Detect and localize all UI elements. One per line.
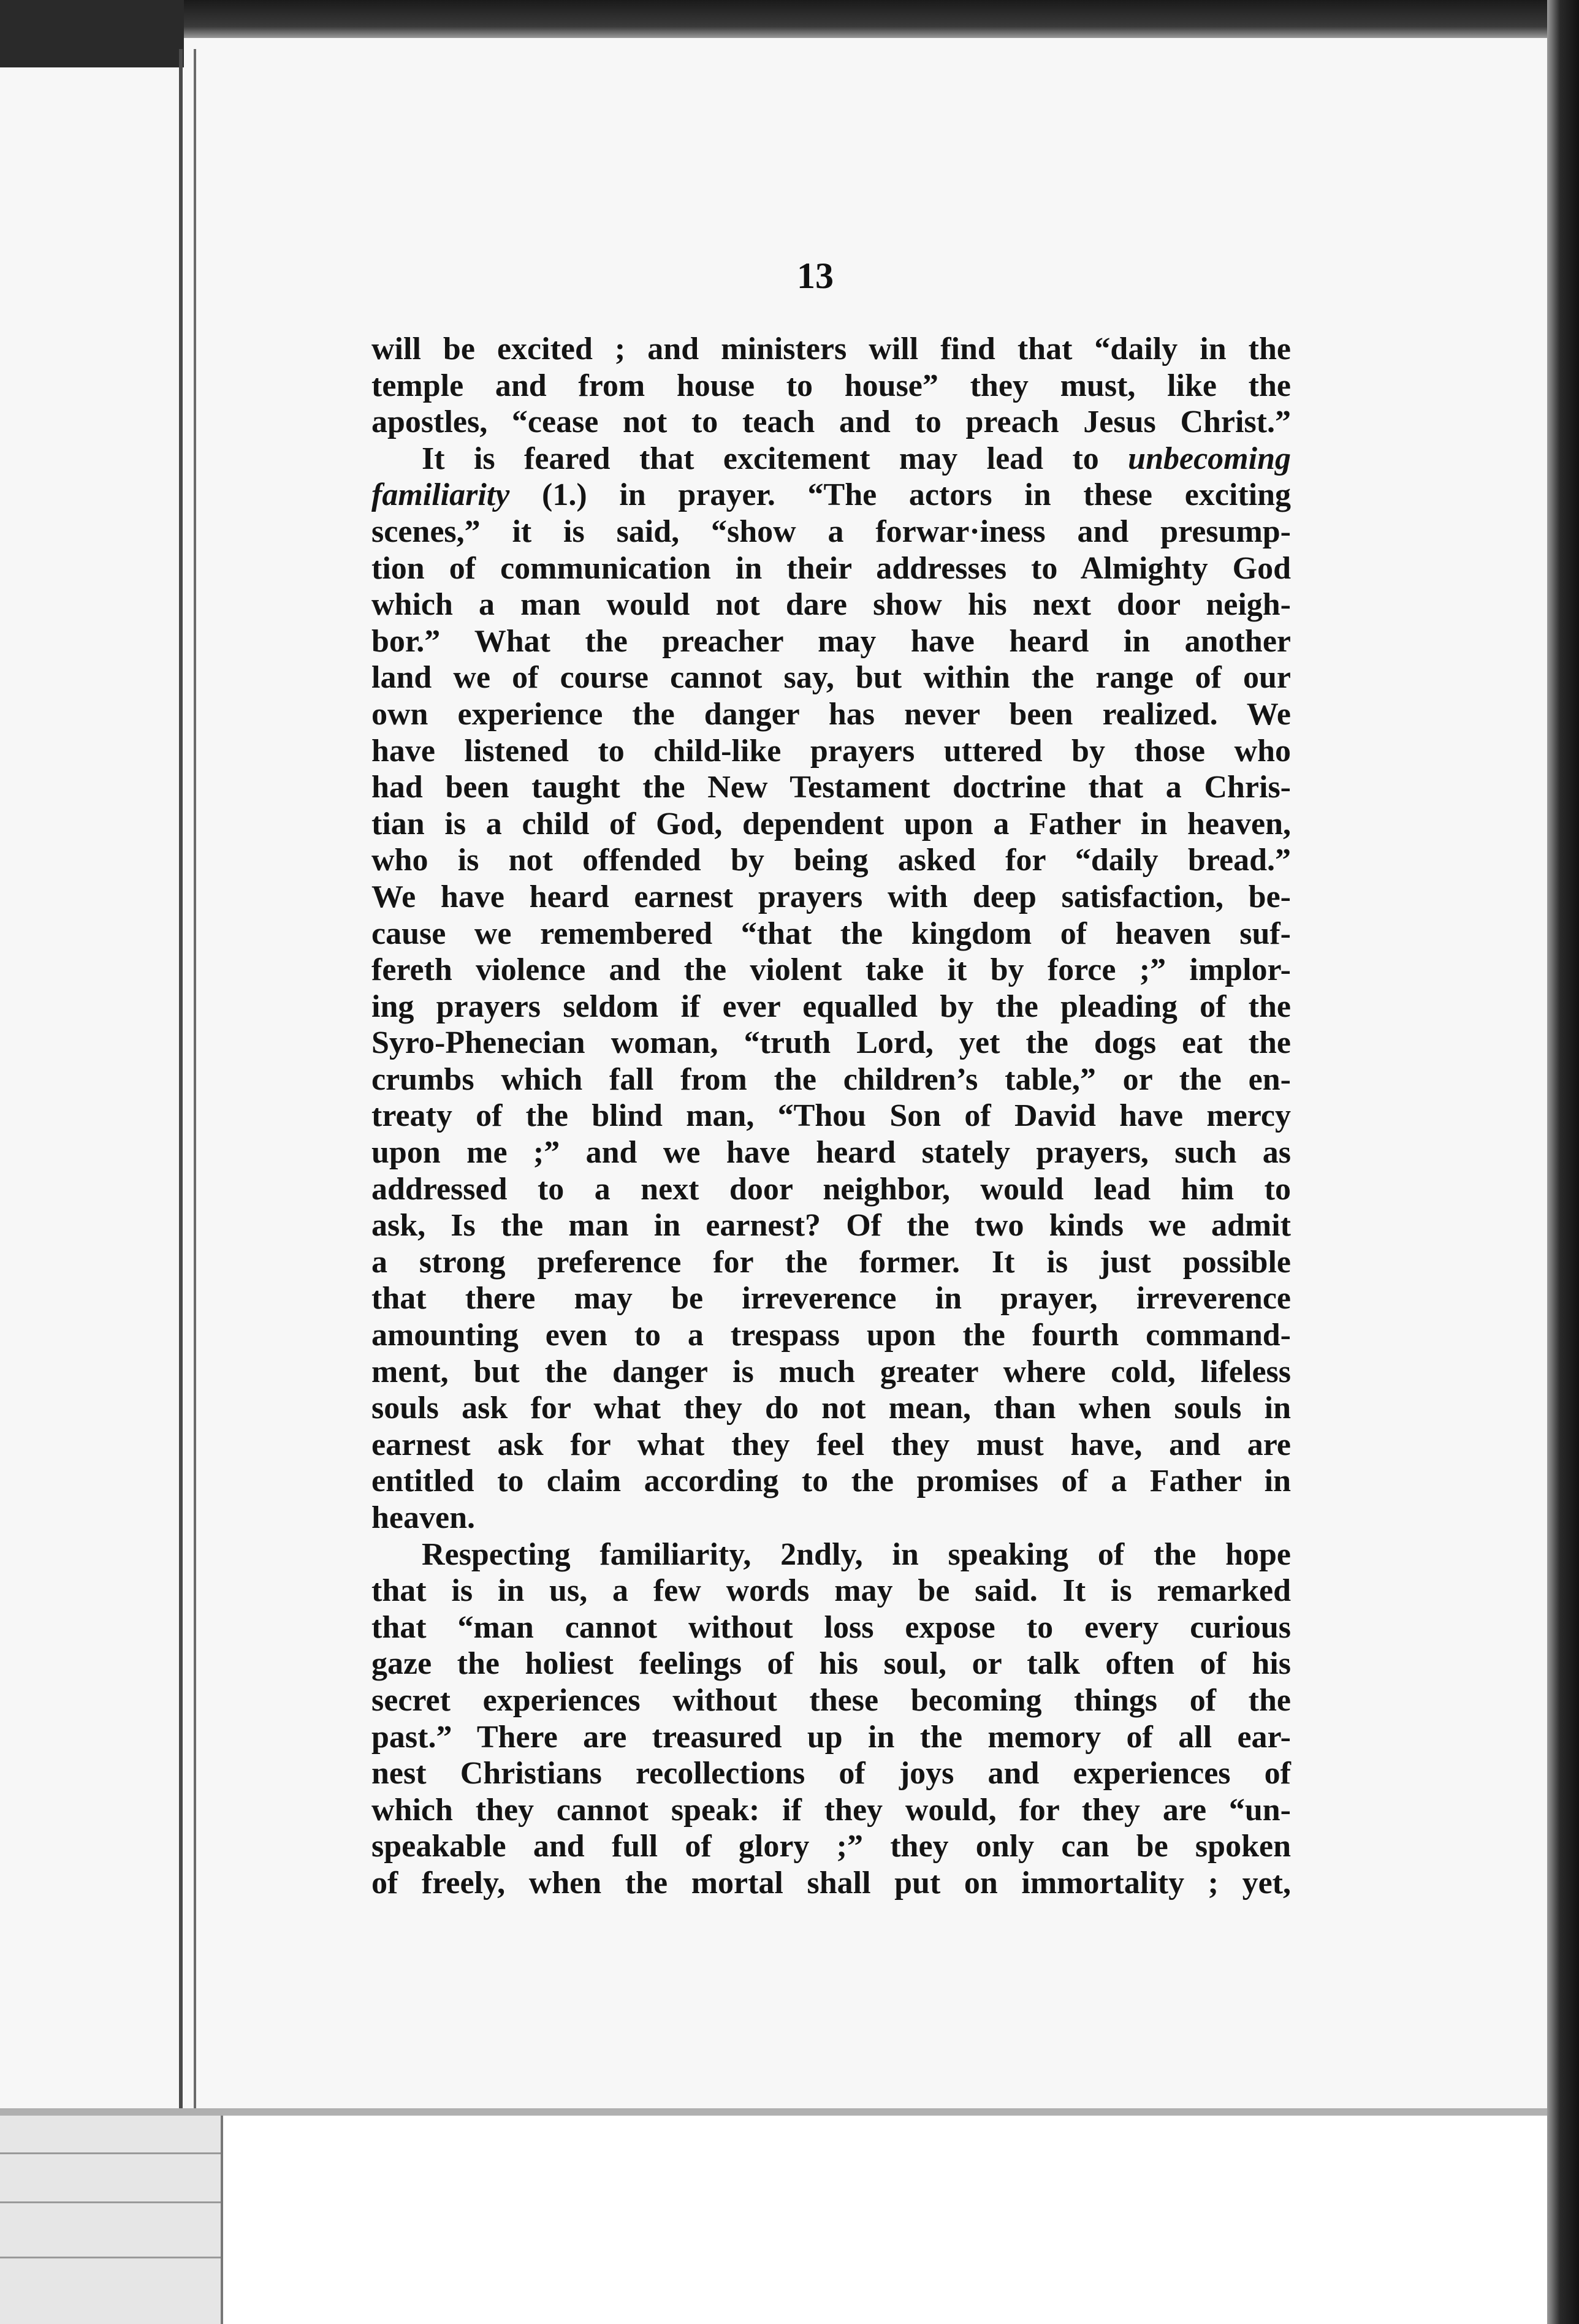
text-line: that is in us, a few words may be said. It is remarked bbox=[371, 1573, 1291, 1609]
text-line: secret experiences without these becoming things of the bbox=[371, 1682, 1291, 1718]
text-line: amounting even to a trespass upon the fourth command- bbox=[371, 1318, 1291, 1353]
text-line: which a man would not dare show his next door neigh- bbox=[371, 587, 1291, 623]
fragment-line bbox=[0, 2257, 221, 2258]
text-line: ask, Is the man in earnest? Of the two kinds we admit bbox=[371, 1208, 1291, 1244]
text-line: temple and from house to house” they must, like the bbox=[371, 368, 1291, 403]
text-line: bor.” What the preacher may have heard in another bbox=[371, 623, 1291, 659]
binding-line bbox=[194, 49, 196, 2133]
text-line: that “man cannot without loss expose to every curious bbox=[371, 1609, 1291, 1645]
page-bottom-edge bbox=[0, 2108, 1547, 2116]
text-line: who is not offended by being asked for “daily bread.” bbox=[371, 843, 1291, 878]
text-line: It is feared that excitement may lead to unbecoming bbox=[422, 441, 1291, 476]
text-line: familiarity (1.) in prayer. “The actors in these exciting bbox=[371, 477, 1291, 513]
text-line: a strong preference for the former. It is just possible bbox=[371, 1244, 1291, 1280]
text-line: apostles, “cease not to teach and to preach Jesus Christ.” bbox=[371, 404, 1291, 440]
binding-line bbox=[179, 49, 183, 2133]
text-line: Syro-Phenecian woman, “truth Lord, yet the dogs eat the bbox=[371, 1025, 1291, 1061]
text-line: ment, but the danger is much greater where cold, lifeless bbox=[371, 1354, 1291, 1389]
text-line: We have heard earnest prayers with deep satisfaction, be- bbox=[371, 879, 1291, 914]
text-line: gaze the holiest feelings of his soul, or talk often of his bbox=[371, 1646, 1291, 1682]
scan-top-left-edge bbox=[0, 0, 184, 67]
paper-fragment bbox=[0, 2116, 223, 2324]
fragment-line bbox=[0, 2201, 221, 2203]
text-line: which they cannot speak: if they would, for they are “un- bbox=[371, 1792, 1291, 1828]
body-text bbox=[371, 331, 1291, 1902]
fragment-line bbox=[0, 2152, 221, 2154]
text-line: heaven. bbox=[371, 1500, 475, 1535]
scan-top-border bbox=[0, 0, 1579, 38]
text-line: earnest ask for what they feel they must have, and are bbox=[371, 1427, 1291, 1462]
text-line: treaty of the blind man, “Thou Son of David have mercy bbox=[371, 1098, 1291, 1134]
text-line: crumbs which fall from the children’s table,” or the en- bbox=[371, 1061, 1291, 1097]
text-line: will be excited ; and ministers will find that “daily in the bbox=[371, 332, 1291, 366]
text-line: tian is a child of God, dependent upon a Father in heaven, bbox=[371, 806, 1291, 841]
text-line: Respecting familiarity, 2ndly, in speaking of the hope bbox=[422, 1536, 1291, 1572]
text-line: that there may be irreverence in prayer, irreverence bbox=[371, 1281, 1291, 1316]
text-line: upon me ;” and we have heard stately prayers, such as bbox=[371, 1135, 1291, 1171]
text-line: fereth violence and the violent take it by force ;” implor- bbox=[371, 952, 1291, 988]
text-line: speakable and full of glory ;” they only can be spoken bbox=[371, 1829, 1291, 1864]
text-line: cause we remembered “that the kingdom of heaven suf- bbox=[371, 916, 1291, 951]
text-line: nest Christians recollections of joys and experiences of bbox=[371, 1756, 1291, 1791]
text-line: entitled to claim according to the promises of a Father in bbox=[371, 1464, 1291, 1499]
text-line: souls ask for what they do not mean, than when souls in bbox=[371, 1391, 1291, 1426]
text-line: land we of course cannot say, but within the range of our bbox=[371, 660, 1291, 696]
page-number: 13 bbox=[797, 256, 834, 296]
text-line: tion of communication in their addresses to Almighty God bbox=[371, 550, 1291, 586]
text-line: had been taught the New Testament doctrine that a Chris- bbox=[371, 770, 1291, 805]
page-bottom-margin bbox=[223, 2116, 1547, 2324]
text-line: have listened to child-like prayers uttered by those who bbox=[371, 733, 1291, 769]
text-line: past.” There are treasured up in the memory of all ear- bbox=[371, 1719, 1291, 1755]
text-line: own experience the danger has never been realized. We bbox=[371, 696, 1291, 732]
text-line: of freely, when the mortal shall put on immortality ; yet, bbox=[371, 1865, 1291, 1901]
text-line: addressed to a next door neighbor, would lead him to bbox=[371, 1171, 1291, 1207]
scan-right-edge bbox=[1547, 0, 1579, 2324]
text-line: scenes,” it is said, “show a forwar·iness and presump- bbox=[371, 514, 1291, 549]
text-line: ing prayers seldom if ever equalled by the pleading of the bbox=[371, 989, 1291, 1024]
